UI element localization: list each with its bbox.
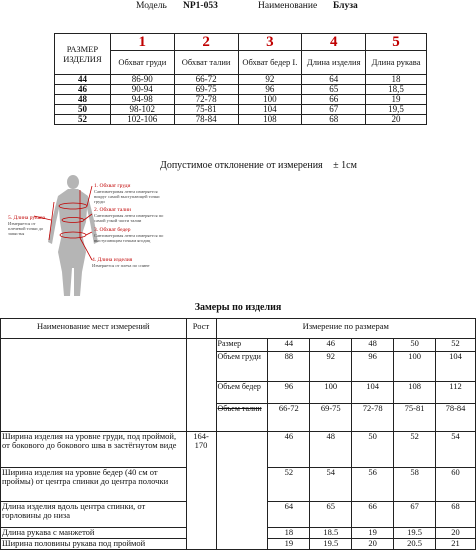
measure-value: 66: [352, 502, 394, 528]
measure-value: 48: [310, 432, 352, 468]
size-value-cell: 66: [302, 95, 366, 105]
size-row: [55, 115, 427, 125]
measure-value: 68: [436, 502, 476, 528]
tolerance-value: ± 1см: [333, 160, 357, 171]
measure-item-label: Ширина изделия на уровне груди, под проймой, от бокового до бокового шва в застёгнутом виде: [1, 432, 187, 468]
size-value-cell: 67: [302, 105, 366, 115]
size-cell: 52: [436, 339, 476, 352]
measure-value: 96: [268, 382, 310, 404]
measure-value: 66-72: [268, 404, 310, 432]
measure-value: 19: [352, 528, 394, 539]
measure-value: 72-78: [352, 404, 394, 432]
measure-value: 64: [268, 502, 310, 528]
size-value-cell: 100: [238, 95, 302, 105]
size-value-cell: 96: [238, 85, 302, 95]
size-row: [55, 105, 427, 115]
size-cell: 48: [55, 95, 111, 105]
col-measure-header: Измерение по размерам: [216, 319, 476, 339]
size-cell: 48: [352, 339, 394, 352]
col-header: Обхват талии: [174, 51, 238, 75]
size-value-cell: 68: [302, 115, 366, 125]
measure-value: 104: [436, 352, 476, 382]
tolerance-note: [160, 160, 357, 171]
size-value-cell: 94-98: [110, 95, 174, 105]
measure-item-label: Ширина половины рукава под проймой: [1, 539, 187, 550]
label-sleeve: 5. Длина рукава Измеряется от плечевой точки до запястья: [8, 215, 46, 236]
measure-value: 20: [352, 539, 394, 550]
blank-cell: [1, 339, 187, 432]
size-row: [55, 75, 427, 85]
measure-value: 100: [394, 352, 436, 382]
size-value-cell: 92: [238, 75, 302, 85]
col-name-header: Наименование мест измерений: [1, 319, 187, 339]
section-subtitle: Замеры по изделия: [194, 302, 282, 313]
size-value-cell: 19,5: [366, 105, 427, 115]
model-label: Модель: [136, 1, 167, 11]
measure-value: 20: [436, 528, 476, 539]
size-value-cell: 66-72: [174, 75, 238, 85]
measure-value: 19.5: [394, 528, 436, 539]
size-cell: 46: [310, 339, 352, 352]
col-growth-header: Рост: [186, 319, 216, 339]
body-measure-label: Объем груди: [216, 352, 268, 382]
size-cell: 46: [55, 85, 111, 95]
size-cell: 50: [394, 339, 436, 352]
size-value-cell: 18,5: [366, 85, 427, 95]
col-header: Обхват груди: [110, 51, 174, 75]
measure-value: 69-75: [310, 404, 352, 432]
size-value-cell: 18: [366, 75, 427, 85]
col-header: Обхват бедер I.: [238, 51, 302, 75]
measure-value: 18: [268, 528, 310, 539]
size-value-cell: 19: [366, 95, 427, 105]
size-value-cell: 104: [238, 105, 302, 115]
measure-value: 100: [310, 382, 352, 404]
measure-value: 21: [436, 539, 476, 550]
size-value-cell: 98-102: [110, 105, 174, 115]
col-header: Длина изделия: [302, 51, 366, 75]
size-value-cell: 72-78: [174, 95, 238, 105]
label-hips: 3. Обхват бедер Сантиметровая лента измеряется по выступающим точкам ягодиц: [94, 227, 164, 243]
size-value-cell: 78-84: [174, 115, 238, 125]
measure-value: 50: [352, 432, 394, 468]
size-table: [54, 33, 427, 125]
size-value-cell: 75-81: [174, 105, 238, 115]
measure-value: 19.5: [310, 539, 352, 550]
measure-item-label: Длина рукава с манжетой: [1, 528, 187, 539]
size-cell: 50: [55, 105, 111, 115]
measure-item-label: Длина изделия вдоль центра спинки, от горловины до низа: [1, 502, 187, 528]
label-length: 4. Длина изделия Измеряется от плеча по спине: [92, 257, 150, 268]
size-table-corner: РАЗМЕР ИЗДЕЛИЯ: [55, 34, 111, 75]
col-number: 1: [110, 34, 174, 51]
body-measure-label: Объем бедер: [216, 382, 268, 404]
measure-value: 112: [436, 382, 476, 404]
measure-value: 60: [436, 468, 476, 502]
measurements-table: [0, 318, 476, 550]
measure-value: 108: [394, 382, 436, 404]
measure-value: 20.5: [394, 539, 436, 550]
measure-value: 88: [268, 352, 310, 382]
size-value-cell: 69-75: [174, 85, 238, 95]
size-value-cell: 20: [366, 115, 427, 125]
model-value: NP1-053: [183, 1, 218, 11]
col-header: Длина рукава: [366, 51, 427, 75]
tolerance-text: Допустимое отклонение от измерения: [160, 160, 323, 171]
measure-value: 75-81: [394, 404, 436, 432]
measure-value: 92: [310, 352, 352, 382]
body-measure-label: Объем талии: [216, 404, 268, 432]
measure-value: 78-84: [436, 404, 476, 432]
size-row: [55, 95, 427, 105]
size-value-cell: 102-106: [110, 115, 174, 125]
measure-value: 96: [352, 352, 394, 382]
measure-value: 56: [352, 468, 394, 502]
measure-item-row: [1, 432, 476, 468]
size-row: [55, 85, 427, 95]
size-value-cell: 64: [302, 75, 366, 85]
growth-cell: 164-170: [186, 432, 216, 550]
size-header-row: [1, 339, 476, 352]
size-value-cell: 108: [238, 115, 302, 125]
size-cell: 52: [55, 115, 111, 125]
size-value-cell: 65: [302, 85, 366, 95]
size-cell: 44: [268, 339, 310, 352]
name-value: Блуза: [333, 1, 358, 11]
measure-value: 18.5: [310, 528, 352, 539]
col-number: 3: [238, 34, 302, 51]
blank-cell: [186, 339, 216, 432]
col-number: 5: [366, 34, 427, 51]
blank-cell: [216, 432, 268, 550]
size-label: Размер: [216, 339, 268, 352]
measure-value: 52: [268, 468, 310, 502]
measure-value: 58: [394, 468, 436, 502]
size-value-cell: 90-94: [110, 85, 174, 95]
label-chest: 1. Обхват груди Сантиметровая лента измеряется вокруг самой выступающей точки груди: [94, 183, 160, 204]
measure-value: 104: [352, 382, 394, 404]
col-number: 4: [302, 34, 366, 51]
measure-value: 54: [310, 468, 352, 502]
name-label: Наименование: [258, 1, 318, 11]
measure-value: 52: [394, 432, 436, 468]
measure-value: 67: [394, 502, 436, 528]
measure-value: 19: [268, 539, 310, 550]
label-waist: 2. Обхват талии Сантиметровая лента измеряется по самой узкой части талии: [94, 207, 164, 223]
col-number: 2: [174, 34, 238, 51]
measure-value: 54: [436, 432, 476, 468]
measure-value: 46: [268, 432, 310, 468]
body-measurement-figure: [8, 172, 168, 302]
measure-value: 65: [310, 502, 352, 528]
header: [0, 0, 476, 14]
size-cell: 44: [55, 75, 111, 85]
size-value-cell: 86-90: [110, 75, 174, 85]
measure-item-label: Ширина изделия на уровне бедер (40 см от проймы) от центра спинки до центра полочки: [1, 468, 187, 502]
